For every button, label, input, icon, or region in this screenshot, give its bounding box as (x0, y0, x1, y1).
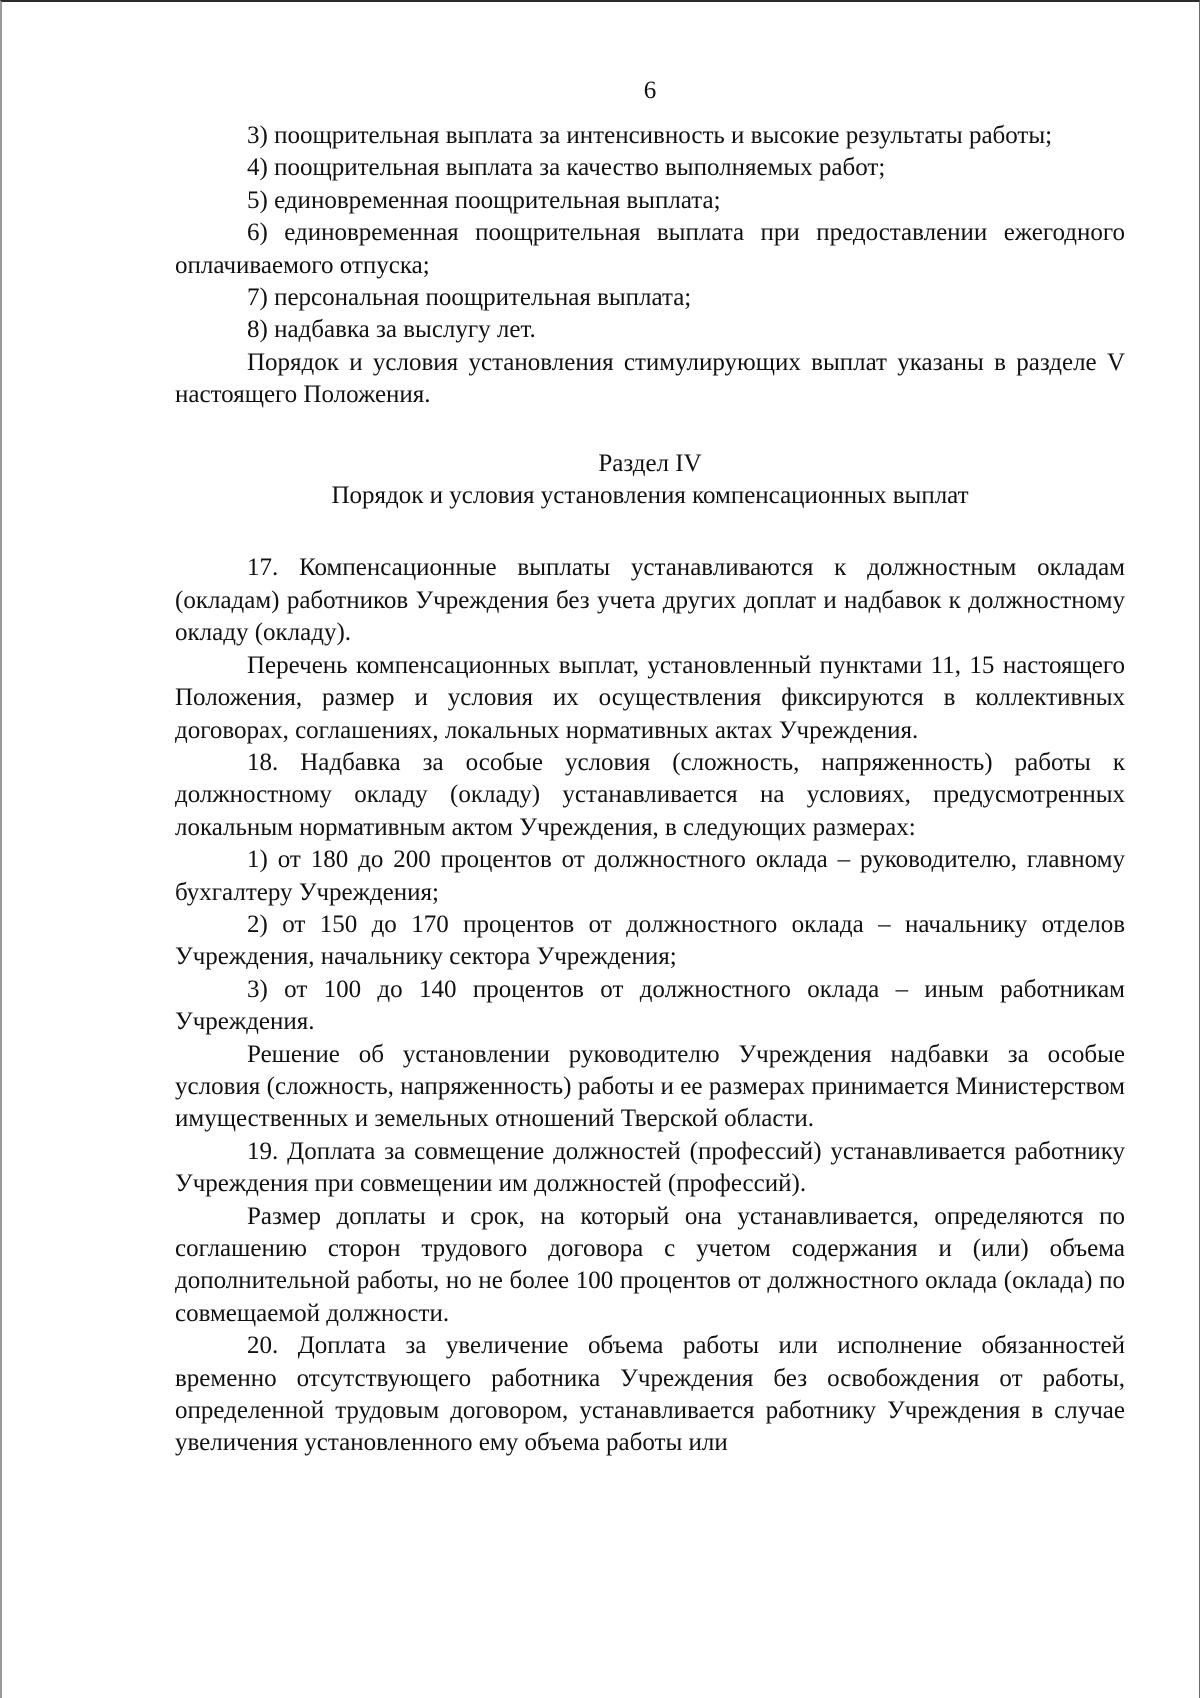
page-number: 6 (643, 77, 657, 104)
section-heading (175, 448, 1125, 513)
paragraph-20: 20. Доплата за увеличение объема работы или исполнение обязанностей временно отсутствующего работника Учреждения без освобождения от работы, определенной трудовым договором, устанавливается работнику Учреждения в случае увеличения установленного ему объема работы или (175, 1332, 1125, 1457)
paragraph-director-decision: Решение об установлении руководителю Учреждения надбавки за особые условия (сложность, напряженность) работы и ее размерах принимается Министерством имущественных и земельных отношений Тверской области. (175, 1040, 1125, 1133)
paragraph-18: 18. Надбавка за особые условия (сложность, напряженность) работы к должностному окладу (окладу) устанавливается на условиях, предусмотренных локальным нормативным актом Учреждения, в следующих размерах: (175, 748, 1125, 841)
paragraph-17: 17. Компенсационные выплаты устанавливаются к должностным окладам (окладам) работников Учреждения без учета других доплат и надбавок к должностному окладу (окладу). (175, 554, 1125, 647)
paragraph-surcharge-size: Размер доплаты и срок, на который она устанавливается, определяются по соглашению сторон трудового договора с учетом содержания и (или) объема дополнительной работы, но не более 100 процентов от должностного оклада (оклада) по совмещаемой должности. (175, 1202, 1125, 1327)
paragraph-19: 19. Доплата за совмещение должностей (профессий) устанавливается работнику Учреждения при совмещении им должностей (профессий). (175, 1137, 1125, 1198)
paragraph-item-7: 7) персональная поощрительная выплата; (247, 284, 692, 312)
paragraph-item-3: 3) поощрительная выплата за интенсивность и высокие результаты работы; (247, 122, 1053, 149)
paragraph-18-item-1: 1) от 180 до 200 процентов от должностного оклада – руководителю, главному бухгалтеру Учреждения; (175, 846, 1125, 906)
paragraph-item-5: 5) единовременная поощрительная выплата; (247, 186, 721, 214)
paragraph-18-item-2: 2) от 150 до 170 процентов от должностного оклада – начальнику отделов Учреждения, начальнику сектора Учреждения; (175, 910, 1125, 971)
paragraph-item-6: 6) единовременная поощрительная выплата при предоставлении ежегодного оплачиваемого отпуска; (175, 219, 1125, 279)
section-label: Раздел IV (598, 449, 702, 477)
section-title: Порядок и условия установления компенсационных выплат (331, 482, 969, 510)
paragraph-compensation-list: Перечень компенсационных выплат, установленный пунктами 11, 15 настоящего Положения, размер и условия их осуществления фиксируются в коллективных договорах, соглашениях, локальных нормативных актах Учреждения. (175, 651, 1125, 744)
paragraph-stimulus-order: Порядок и условия установления стимулирующих выплат указаны в разделе V настоящего Положения. (175, 348, 1125, 409)
document-body (175, 120, 1125, 1460)
paragraph-18-item-3: 3) от 100 до 140 процентов от должностного оклада – иным работникам Учреждения. (175, 975, 1125, 1036)
paragraph-item-4: 4) поощрительная выплата за качество выполняемых работ; (247, 154, 886, 182)
paragraph-item-8: 8) надбавка за выслугу лет. (247, 316, 536, 344)
